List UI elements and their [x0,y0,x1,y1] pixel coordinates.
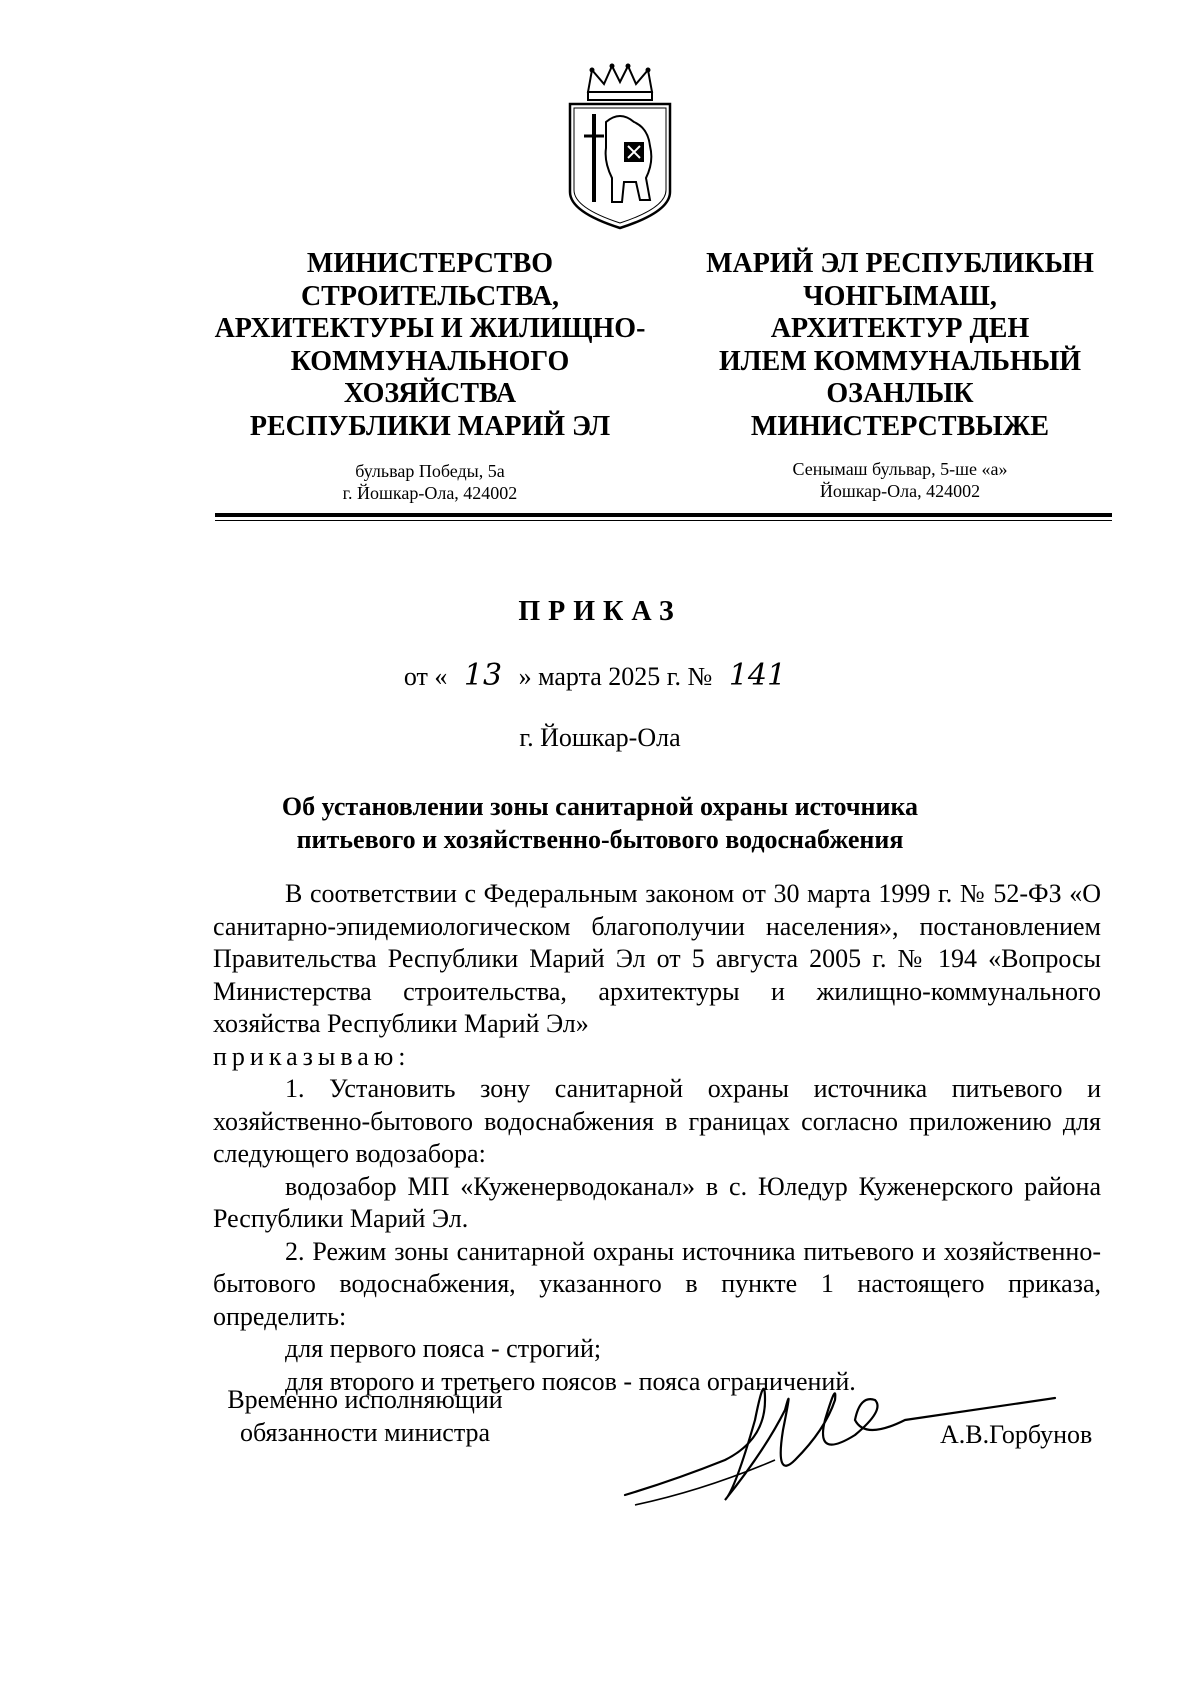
order-subject [250,790,950,856]
item-2-first-zone: для первого пояса - строгий; [285,1334,602,1363]
signatory-position [200,1383,530,1449]
address-line: бульвар Победы, 5а [355,461,505,481]
signatory-name: А.В.Горбунов [940,1420,1093,1449]
address-line: г. Йошкар-Ола, 424002 [342,483,518,503]
item-1-detail: водозабор МП «Куженерводоканал» в с. Юледур Куженерского района Республики Марий Эл. [213,1171,1101,1233]
title-line: КОММУНАЛЬНОГО [290,345,570,377]
intro-paragraph: В соответствии с Федеральным законом от 30 марта 1999 г. № 52-ФЗ «О санитарно-эпидемиологическом благополучии населения», постановлением Правительства Республики Марий Эл от 5 августа 2005 г. № 194 «Вопросы Министерства строительства, архитектуры и жилищно-коммунального хозяйства Республики Марий Эл» [213,879,1101,1038]
coat-of-arms-icon [560,62,680,232]
title-line: МАРИЙ ЭЛ РЕСПУБЛИКЫН [706,248,1094,279]
order-city: г. Йошкар-Ола [519,723,681,752]
document-title: ПРИКАЗ [518,596,682,627]
handwritten-number: 141 [728,658,787,693]
subject-line: Об установлении зоны санитарной охраны источника [281,792,919,821]
title-line: АРХИТЕКТУРЫ И ЖИЛИЩНО- [214,313,646,344]
title-line: СТРОИТЕЛЬСТВА, [300,280,560,312]
position-line: обязанности министра [239,1418,491,1447]
ministry-name-russian [200,248,660,443]
item-1: 1. Установить зону санитарной охраны источника питьевого и хозяйственно-бытового водоснабжения в границах согласно приложению для следующего водозабора: [213,1074,1101,1168]
order-date-number [0,658,1200,693]
title-line: ОЗАНЛЫК [826,378,974,409]
handwritten-day: 13 [463,658,503,693]
date-prefix: от « [403,662,448,691]
title-line: ЧОНГЫМАШ, [803,280,997,312]
address-mari [680,458,1120,502]
title-line: РЕСПУБЛИКИ МАРИЙ ЭЛ [249,410,611,442]
order-body [213,878,1101,1398]
order-word: приказываю: [213,1041,411,1071]
header-divider-thin [215,520,1112,521]
position-line: Временно исполняющий [227,1385,503,1414]
title-line: АРХИТЕКТУР ДЕН [770,313,1030,344]
ministry-name-mari [680,248,1120,443]
date-middle: » марта 2025 г. № [518,662,713,691]
item-2-other-zones: для второго и третьего поясов - пояса ограничений. [285,1366,856,1396]
address-russian [200,460,660,504]
subject-line: питьевого и хозяйственно-бытового водоснабжения [296,825,904,854]
item-2: 2. Режим зоны санитарной охраны источника питьевого и хозяйственно-бытового водоснабжения, указанного в пункте 1 настоящего приказа, определить: [213,1236,1101,1331]
title-line: ХОЗЯЙСТВА [343,378,517,409]
address-line: Сенымаш бульвар, 5-ше «а» [792,459,1008,479]
title-line: МИНИСТЕРСТВЫЖЕ [750,410,1050,442]
address-line: Йошкар-Ола, 424002 [819,481,981,501]
title-line: МИНИСТЕРСТВО [306,248,554,279]
title-line: ИЛЕМ КОММУНАЛЬНЫЙ [719,345,1081,377]
header-divider-thick [215,513,1112,517]
